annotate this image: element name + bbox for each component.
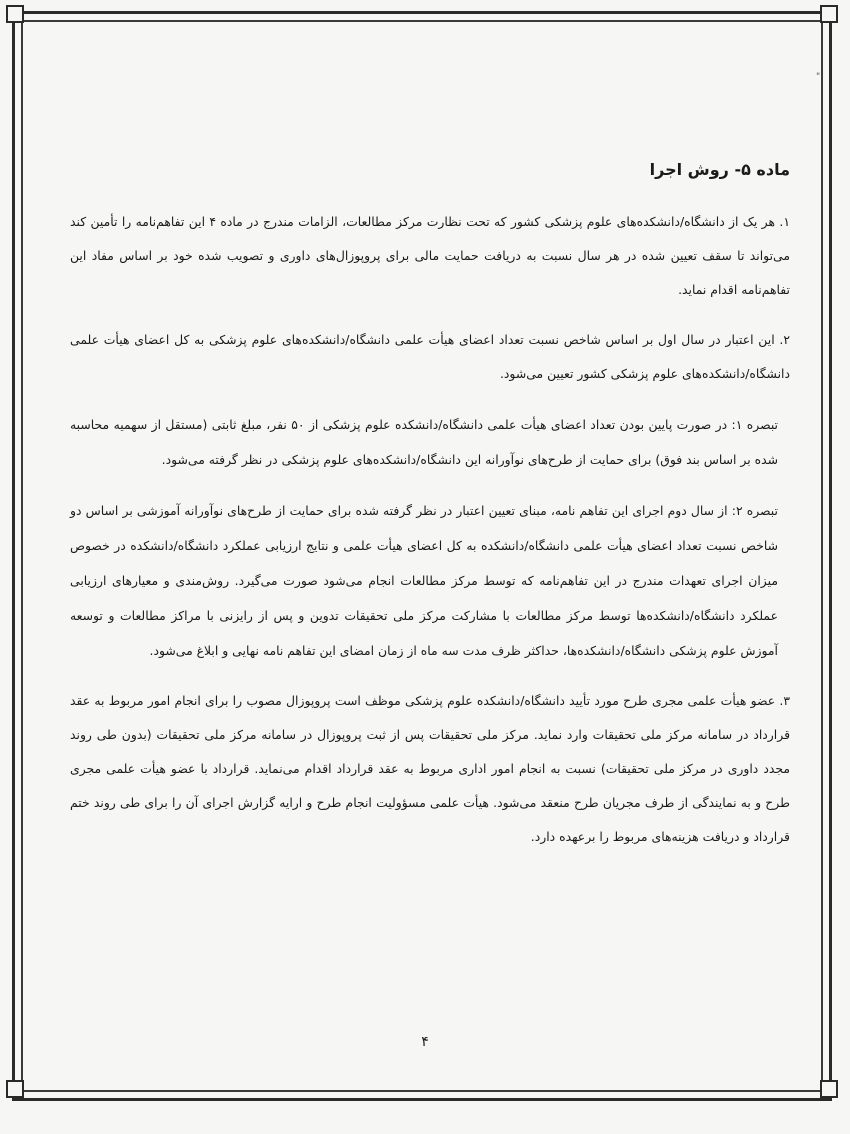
corner-mark: " — [816, 72, 821, 82]
page-number: ۴ — [421, 1034, 429, 1050]
frame-corner-ornament — [6, 5, 24, 23]
paragraph-2: ۲. این اعتبار در سال اول بر اساس شاخص نسبت تعداد اعضای هیأت علمی دانشگاه/دانشکده‌های علوم پزشکی به کل اعضای هیأت علمی دانشگاه/دانشکده‌های علوم پزشکی کشور تعیین می‌شود. — [70, 332, 790, 381]
section-heading: ماده ۵- روش اجرا — [649, 160, 790, 179]
paragraph-1: ۱. هر یک از دانشگاه/دانشکده‌های علوم پزشکی کشور که تحت نظارت مرکز مطالعات، الزامات مندرج در ماده ۴ این تفاهم‌نامه را تأمین کند می‌تواند تا سقف تعیین شده در هر سال نسبت به دریافت حمایت مالی برای پروپوزال‌های داوری و تصویب شده خود بر اساس مفاد این تفاهم‌نامه اقدام نماید. — [70, 214, 790, 297]
document-body — [70, 160, 790, 870]
frame-corner-ornament — [820, 5, 838, 23]
frame-corner-ornament — [820, 1080, 838, 1098]
note-2: تبصره ۲: از سال دوم اجرای این تفاهم نامه، مبنای تعیین اعتبار در نظر گرفته شده برای حمایت از طرح‌های نوآورانه آموزشی بر اساس دو شاخص نسبت تعداد اعضای هیأت علمی دانشگاه/دانشکده به کل اعضای هیأت علمی و نتایج ارزیابی عملکرد دانشگاه/دانشکده در خصوص میزان اجرای تعهدات مندرج در این تفاهم‌نامه که توسط مرکز مطالعات انجام می‌شود صورت می‌گیرد. روش‌مندی و معیارهای ارزیابی عملکرد دانشگاه/دانشکده‌ها توسط مرکز مطالعات با مشارکت مرکز ملی تحقیقات تدوین و پس از رایزنی با مراکز مطالعات و توسعه آموزش علوم پزشکی دانشگاه/دانشکده‌ها، حداکثر ظرف مدت سه ماه از زمان امضای این تفاهم نامه نهایی و ابلاغ می‌شود. — [70, 503, 778, 658]
note-1: تبصره ۱: در صورت پایین بودن تعداد اعضای هیأت علمی دانشگاه/دانشکده علوم پزشکی از ۵۰ نفر، مبلغ ثابتی (مستقل از سهمیه محاسبه شده بر اساس بند فوق) برای حمایت از طرح‌های نوآورانه این دانشگاه/دانشکده‌های علوم پزشکی در نظر گرفته می‌شود. — [70, 417, 779, 467]
paragraph-3: ۳. عضو هیأت علمی مجری طرح مورد تأیید دانشگاه/دانشکده علوم پزشکی موظف است پروپوزال مصوب را برای انجام امور مربوط به عقد قرارداد در سامانه مرکز ملی تحقیقات وارد نماید. مرکز ملی تحقیقات پس از ثبت پروپوزال در سامانه مرکز ملی تحقیقات (بدون طی روند مجدد داوری در مرکز ملی تحقیقات) نسبت به انجام امور اداری مربوط به عقد قرارداد اقدام می‌نماید. قرارداد با عضو هیأت علمی مجری طرح و به نمایندگی از طرف مجریان طرح منعقد می‌شود. هیأت علمی مسؤولیت انجام طرح و ارایه گزارش اجرای آن را برای طی روند ختم قرارداد و دریافت هزینه‌های مربوط را برعهده دارد. — [70, 693, 790, 844]
frame-corner-ornament — [6, 1080, 24, 1098]
